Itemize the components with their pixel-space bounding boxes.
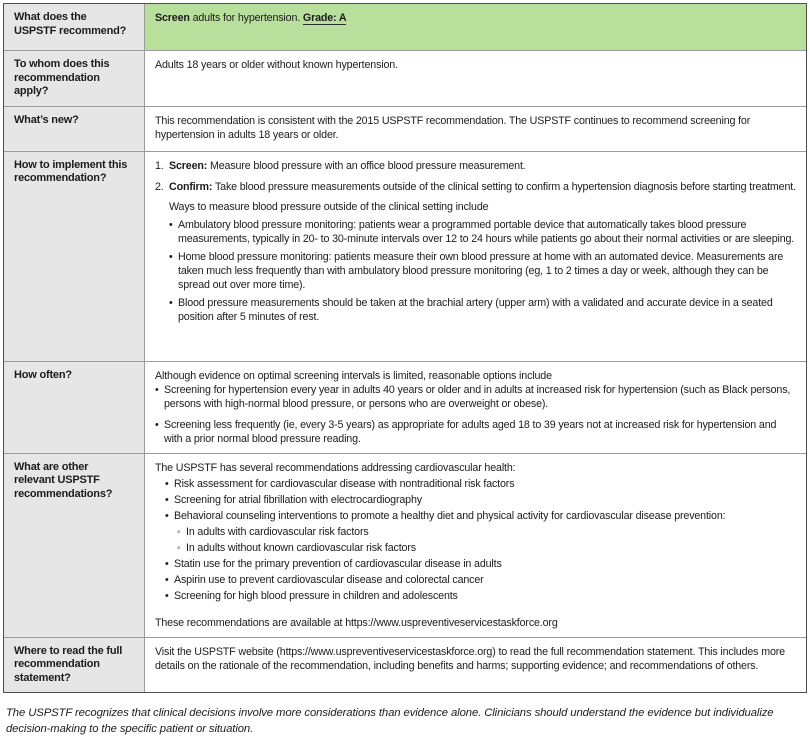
row-content-other — [145, 454, 806, 637]
list-item: • Aspirin use to prevent cardiovascular disease and colorectal cancer — [165, 573, 796, 587]
step-title: Screen: — [169, 159, 208, 172]
row-label-text: Where to read the full recommendation statement? — [14, 644, 123, 684]
row-label-recommend — [4, 4, 145, 50]
ways-intro-text: Ways to measure blood pressure outside of the clinical setting include — [169, 200, 489, 213]
list-item: • Screening less frequently (ie, every 3-5 years) as appropriate for adults aged 18 to 39 years not at increased risk for hypertension and with a prior normal blood pressure reading. — [155, 418, 796, 446]
row-label-text: What’s new? — [14, 113, 79, 126]
step-number: 2. — [155, 180, 164, 193]
row-label-implement — [4, 152, 145, 361]
table-row-recommend — [4, 4, 806, 50]
row-label-text: What are other relevant USPSTF recommendations? — [14, 460, 113, 500]
list-item: • Home blood pressure monitoring: patients measure their own blood pressure at home with an automated device. Measurements are taken much less frequently than with ambulatory blood pressure monitoring (eg, 1 to 2 times a day or week, although they can be spread out over more time). — [169, 250, 796, 292]
step-body — [169, 160, 526, 172]
table-row-where-to-read — [4, 637, 806, 693]
row-content-implement — [145, 152, 806, 361]
row-label-other — [4, 454, 145, 637]
step-text: Take blood pressure measurements outside of the clinical setting to confirm a hypertension diagnosis before starting treatment. — [212, 180, 796, 193]
list-item: • Ambulatory blood pressure monitoring: patients wear a programmed portable device that automatically takes blood pressure measurements, typically in 20- to 30-minute intervals over 12 to 24 hours while patients go about their normal activities or are sleeping. — [169, 218, 796, 246]
list-item: • Blood pressure measurements should be taken at the brachial artery (upper arm) with a validated and accurate device in a seated position after 5 minutes of rest. — [169, 296, 796, 324]
table-row-other-recommendations — [4, 453, 806, 637]
how-often-bullet-list — [155, 383, 796, 446]
grade-a-link[interactable]: Grade: A — [302, 12, 347, 24]
step-screen — [155, 159, 796, 173]
step-number: 1. — [155, 159, 164, 172]
row-content-how-often — [145, 362, 806, 453]
list-item: • Behavioral counseling interventions to promote a healthy diet and physical activity for cardiovascular disease prevention: — [165, 509, 796, 523]
row-label-whats-new — [4, 107, 145, 151]
sub-list-item: ◦ In adults without known cardiovascular risk factors — [177, 541, 796, 555]
table-row-implement — [4, 151, 806, 361]
step-body — [169, 181, 796, 193]
recommendation-rest: adults for hypertension. — [189, 12, 301, 24]
list-item: • Statin use for the primary prevention of cardiovascular disease in adults — [165, 557, 796, 571]
row-label-how-often — [4, 362, 145, 453]
recommendation-action: Screen — [155, 12, 190, 24]
row-label-text: How often? — [14, 368, 72, 381]
availability-text: These recommendations are available at https://www.uspreventiveservicestaskforce.org — [155, 616, 558, 629]
row-content-apply — [145, 51, 806, 106]
row-content-where — [145, 638, 806, 693]
row-label-text: How to implement this recommendation? — [14, 158, 128, 184]
row-label-where — [4, 638, 145, 693]
other-intro: The USPSTF has several recommendations addressing cardiovascular health: — [155, 461, 516, 474]
row-content-recommend — [145, 4, 806, 50]
row-content-whats-new — [145, 107, 806, 151]
row-label-text: To whom does this recommendation apply? — [14, 58, 110, 97]
sub-list-item: ◦ In adults with cardiovascular risk factors — [177, 525, 796, 539]
other-bullet-list — [165, 477, 796, 603]
row-label-apply — [4, 51, 145, 106]
step-confirm — [155, 180, 796, 194]
how-often-intro: Although evidence on optimal screening intervals is limited, reasonable options include — [155, 369, 552, 382]
table-row-whats-new — [4, 106, 806, 151]
list-item: • Screening for hypertension every year in adults 40 years or older and in adults at increased risk for hypertension (such as Black persons, persons with high-normal blood pressure, or persons who are overweight or obese). — [155, 383, 796, 411]
implement-bullet-list — [169, 218, 796, 324]
list-item: • Risk assessment for cardiovascular disease with nontraditional risk factors — [165, 477, 796, 491]
where-text: Visit the USPSTF website (https://www.uspreventiveservicestaskforce.org) to read the full recommendation statement. This includes more details on the rationale of the recommendation, including benefits and harms; supporting evidence; and recommendations of others. — [155, 645, 785, 672]
table-row-apply — [4, 50, 806, 106]
table-row-how-often — [4, 361, 806, 453]
step-text: Measure blood pressure with an office blood pressure measurement. — [207, 159, 526, 172]
step-title: Confirm: — [169, 180, 213, 193]
list-item: • Screening for high blood pressure in children and adolescents — [165, 589, 796, 603]
row-label-text: What does the USPSTF recommend? — [14, 11, 127, 37]
recommendation-summary-table — [3, 3, 807, 693]
whats-new-text: This recommendation is consistent with the 2015 USPSTF recommendation. The USPSTF continues to recommend screening for hypertension in adults 18 years or older. — [155, 114, 751, 141]
recommendation-text — [155, 11, 796, 25]
apply-text: Adults 18 years or older without known hypertension. — [155, 59, 398, 71]
list-item: • Screening for atrial fibrillation with electrocardiography — [165, 493, 796, 507]
footnote-text: The USPSTF recognizes that clinical decisions involve more considerations than evidence alone. Clinicians should understand the evidence but individualize decision-making to the specific patient or situation. — [6, 707, 774, 735]
